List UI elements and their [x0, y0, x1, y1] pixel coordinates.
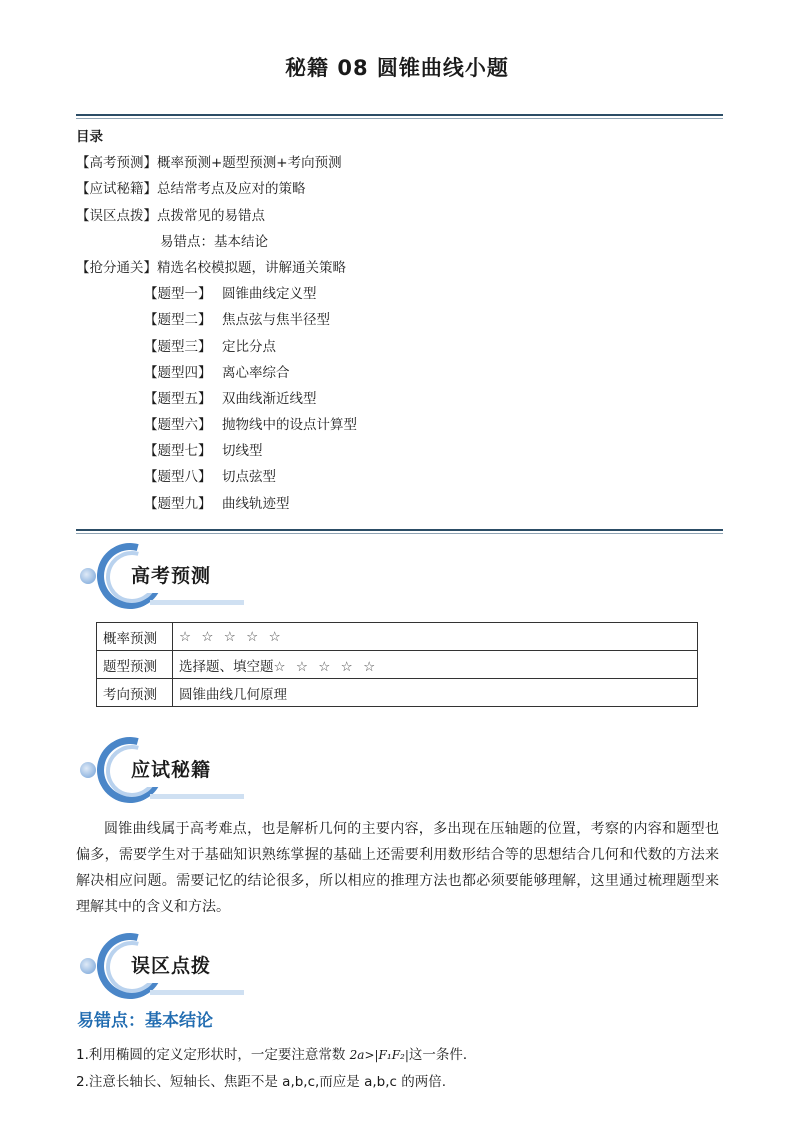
- toc-type-number: 【题型九】: [144, 495, 212, 512]
- toc-type-item[interactable]: [76, 412, 357, 438]
- forecast-table: [96, 622, 698, 707]
- table-value-text: 圆锥曲线几何原理: [179, 686, 287, 703]
- toc-type-name: 曲线轨迹型: [222, 495, 290, 512]
- toc-type-item[interactable]: [76, 438, 357, 464]
- banner-dot-icon: [80, 762, 96, 778]
- toc-type-number: 【题型八】: [144, 469, 212, 486]
- toc-type-number: 【题型六】: [144, 417, 212, 434]
- point-text: 这一条件．: [408, 1047, 477, 1063]
- table-value: [173, 651, 698, 679]
- toc-type-number: 【题型四】: [144, 364, 212, 381]
- table-key: 概率预测: [97, 623, 173, 651]
- table-row: [97, 623, 698, 651]
- toc-type-name: 离心率综合: [222, 364, 290, 381]
- toc-type-item[interactable]: [76, 464, 357, 490]
- table-key: 题型预测: [97, 651, 173, 679]
- banner-underline: [150, 794, 244, 799]
- toc-type-number: 【题型三】: [144, 338, 212, 355]
- toc-item[interactable]: 【应试秘籍】总结常考点及应对的策略: [76, 181, 306, 198]
- math-expression: 2a>|F₁F₂|: [349, 1048, 409, 1062]
- banner-dot-icon: [80, 958, 96, 974]
- toc-type-item[interactable]: [76, 360, 357, 386]
- toc-item[interactable]: 【高考预测】概率预测+题型预测+考向预测: [76, 155, 342, 172]
- top-divider-thin: [76, 118, 723, 119]
- table-row: [97, 679, 698, 707]
- toc-type-item[interactable]: [76, 281, 357, 307]
- toc-bottom-divider: [76, 529, 723, 531]
- table-value-text: 选择题、填空题: [179, 658, 274, 675]
- rating-stars: ☆ ☆ ☆ ☆ ☆: [179, 628, 284, 645]
- toc-type-item[interactable]: [76, 386, 357, 412]
- toc-bottom-divider-thin: [76, 533, 723, 534]
- table-value: [173, 679, 698, 707]
- table-of-contents: [76, 124, 357, 517]
- toc-type-name: 切线型: [222, 443, 263, 460]
- toc-type-item[interactable]: [76, 491, 357, 517]
- section-title: 应试秘籍: [119, 753, 247, 787]
- toc-type-name: 圆锥曲线定义型: [222, 286, 317, 303]
- banner-underline: [150, 600, 244, 605]
- toc-type-name: 切点弦型: [222, 469, 276, 486]
- toc-type-number: 【题型一】: [144, 286, 212, 303]
- toc-type-number: 【题型五】: [144, 390, 212, 407]
- toc-item[interactable]: 【抢分通关】精选名校模拟题，讲解通关策略: [76, 259, 346, 276]
- section-banner-pitfalls: [80, 931, 250, 1003]
- document-title: 秘籍 08 圆锥曲线小题: [285, 56, 509, 80]
- banner-underline: [150, 990, 244, 995]
- table-value: [173, 623, 698, 651]
- pitfall-point-1: [76, 1043, 476, 1063]
- section-title: 误区点拨: [119, 949, 247, 983]
- toc-type-name: 双曲线渐近线型: [222, 390, 317, 407]
- table-row: [97, 651, 698, 679]
- toc-heading: 目录: [76, 129, 103, 145]
- section-banner-tips: [80, 735, 250, 807]
- table-key: 考向预测: [97, 679, 173, 707]
- toc-item[interactable]: 【误区点拨】点拨常见的易错点: [76, 207, 265, 224]
- rating-stars: ☆ ☆ ☆ ☆ ☆: [273, 658, 379, 675]
- pitfall-point-2: 2.注意长轴长、短轴长、焦距不是 a,b,c,而应是 a,b,c 的两倍.: [76, 1074, 447, 1090]
- toc-type-number: 【题型七】: [144, 443, 212, 460]
- section-banner-forecast: [80, 541, 250, 613]
- toc-type-name: 定比分点: [222, 338, 276, 355]
- toc-type-number: 【题型二】: [144, 312, 212, 329]
- pitfall-heading: 易错点：基本结论: [77, 1011, 213, 1031]
- tips-paragraph: 圆锥曲线属于高考难点，也是解析几何的主要内容，多出现在压轴题的位置，考察的内容和题型也偏多，需要学生对于基础知识熟练掌握的基础上还需要利用数形结合等的思想结合几何和代数的方法来解决相应问题。需要记忆的结论很多，所以相应的推理方法也都必须要能够理解，这里通过梳理题型来理解其中的含义和方法。: [76, 821, 719, 915]
- toc-item[interactable]: 易错点：基本结论: [160, 233, 268, 250]
- banner-dot-icon: [80, 568, 96, 584]
- toc-type-name: 抛物线中的设点计算型: [222, 417, 357, 434]
- top-divider: [76, 114, 723, 116]
- section-title: 高考预测: [119, 559, 247, 593]
- toc-type-item[interactable]: [76, 307, 357, 333]
- toc-type-item[interactable]: [76, 334, 357, 360]
- point-text: 1.利用椭圆的定义定形状时，一定要注意常数: [76, 1047, 350, 1063]
- toc-type-name: 焦点弦与焦半径型: [222, 312, 330, 329]
